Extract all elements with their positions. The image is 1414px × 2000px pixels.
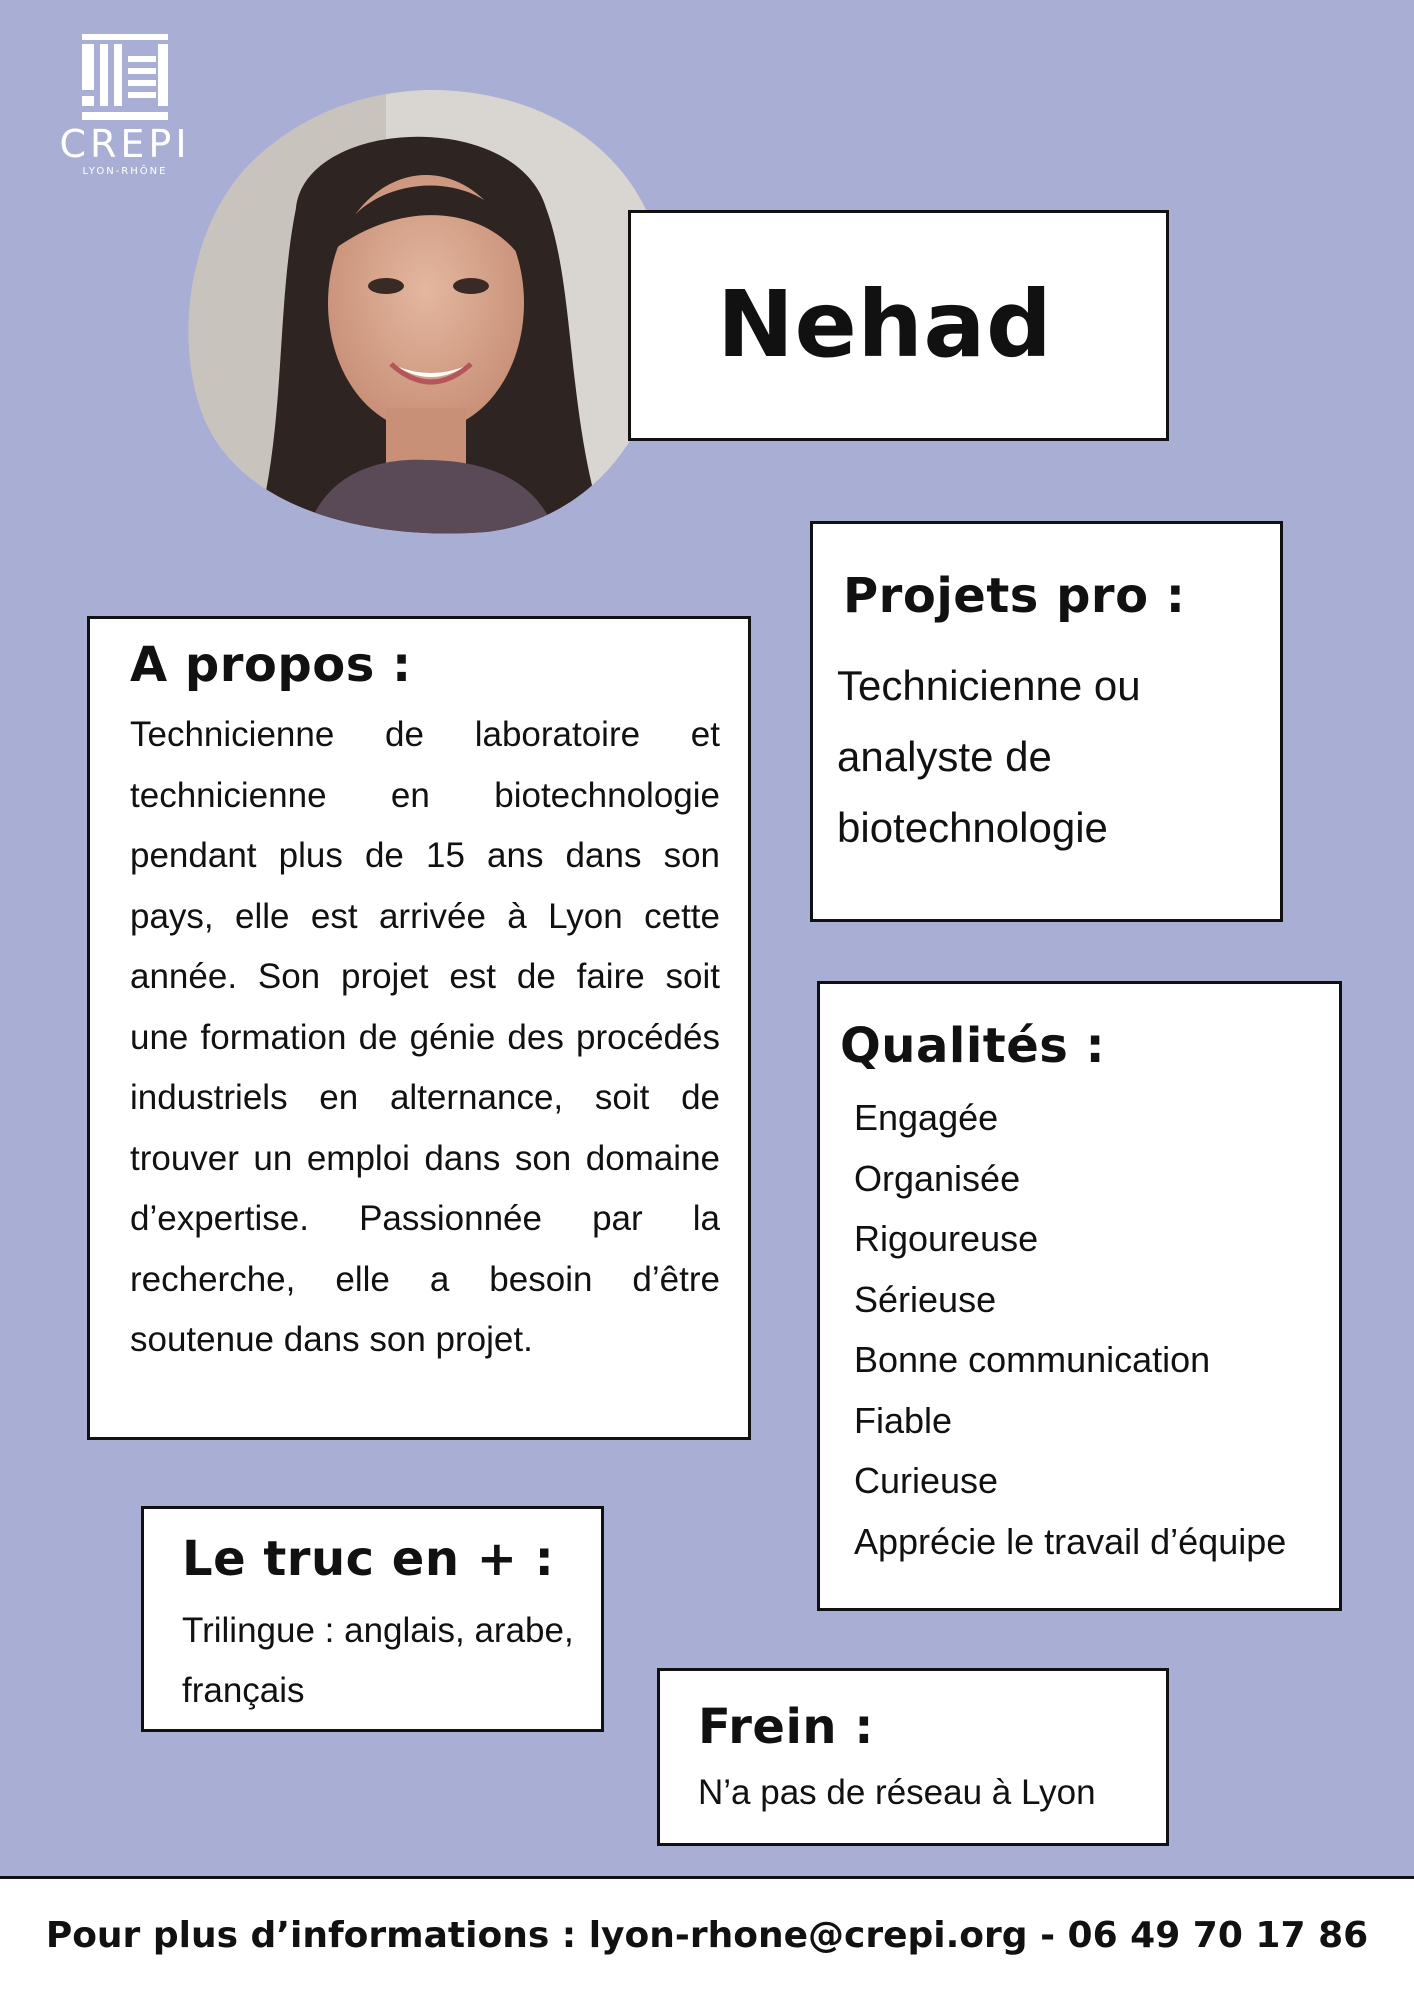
- quality-item: Sérieuse: [854, 1278, 997, 1320]
- obstacle-title: Frein :: [698, 1699, 874, 1755]
- quality-item: Engagée: [854, 1097, 999, 1138]
- name-card: [628, 210, 1169, 441]
- projects-text: Technicienne ou analyste de biotechnologie: [837, 662, 1141, 851]
- projects-title: Projets pro :: [843, 568, 1186, 624]
- crepi-logo: [50, 34, 200, 184]
- crepi-logo-icon: [82, 34, 168, 120]
- obstacle-card: [657, 1668, 1169, 1846]
- qualities-title: Qualités :: [840, 1018, 1106, 1074]
- quality-item: Apprécie le travail d’équipe: [854, 1520, 1287, 1562]
- projects-card: [810, 521, 1283, 922]
- extra-title: Le truc en + :: [182, 1531, 555, 1587]
- portrait-photo: [186, 88, 668, 534]
- qualities-list: [854, 1088, 1286, 1572]
- obstacle-text: N’a pas de réseau à Lyon: [698, 1773, 1096, 1812]
- extra-card: [141, 1506, 604, 1732]
- extra-text: Trilingue : anglais, arabe, français: [182, 1611, 574, 1710]
- contact-info: Pour plus d’informations : lyon-rhone@crepi.org - 06 49 70 17 86: [45, 1915, 1369, 1956]
- logo-name: CREPI: [59, 122, 191, 166]
- quality-item: Organisée: [854, 1157, 1021, 1199]
- about-text: Technicienne de laboratoire et technicienne en biotechnologie pendant plus de 15 ans dans son pays, elle est arrivée à Lyon cette année. Son projet est de faire soit une formation de génie des procédés industriels en alternance, soit de trouver un emploi dans son domaine d’expertise. Passionnée par la recherche, elle a besoin d’être soutenue dans son projet.: [130, 715, 720, 1359]
- about-title: A propos :: [130, 637, 412, 693]
- logo-subtitle: LYON-RHÔNE: [82, 166, 168, 177]
- quality-item: Fiable: [854, 1399, 953, 1441]
- qualities-card: [817, 981, 1342, 1611]
- person-name: Nehad: [717, 271, 1053, 378]
- quality-item: Bonne communication: [854, 1339, 1211, 1380]
- about-card: [87, 616, 751, 1440]
- quality-item: Rigoureuse: [854, 1218, 1039, 1259]
- footer: [0, 1876, 1414, 2000]
- quality-item: Curieuse: [854, 1460, 999, 1501]
